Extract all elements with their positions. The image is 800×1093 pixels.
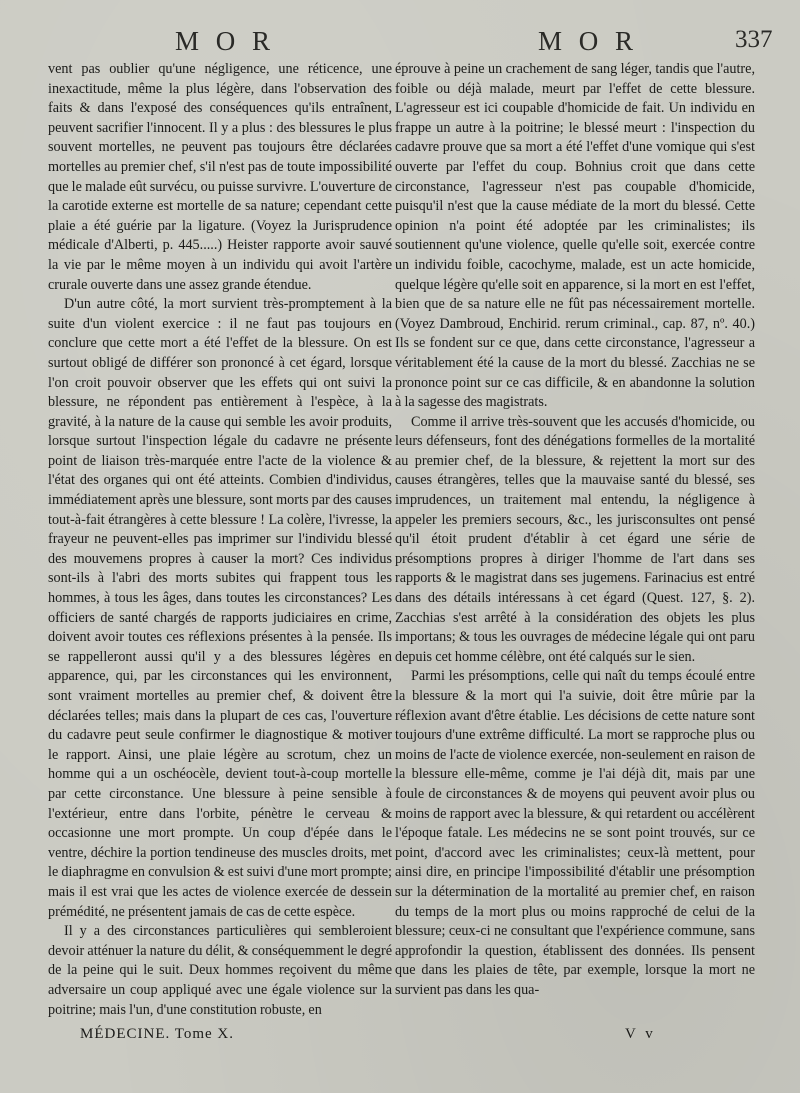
right-paragraph-1: éprouve à peine un crachement de sang léger, tandis que l'autre, foible ou déjà malade, meurt par l'effet de cette blessure. L'agresseur est ici coupable d'homicide de fait. Un individu en frappe un autre à la poitrine; le blessé meurt : l'inspection du cadavre prouve que sa mort a été l'effet d'une vomique qui s'est ouverte par l'effet du coup. Bohnius croit que dans cette circonstance, l'agresseur n'est pas coupable d'homicide, puisqu'il n'est que la cause médiate de la mort du blessé. Cette opinion n'a point été adoptée par les criminalistes; ils soutiennent qu'une violence, quelle qu'elle soit, exercée contre un individu foible, cacochyme, malade, est un acte homicide, quelque légère qu'elle soit en apparence, si la mort en est l'effet, bien que de sa nature elle ne fût pas nécessairement mortelle. (Voyez Dambroud, Enchirid. rerum criminal., cap. 87, nº. 40.) Ils se fondent sur ce que, dans cette circonstance, l'agresseur a véritablement été la cause de la mort du blessé. Zacchias ne se prononce point sur ce cas difficile, & en abandonne la solution à la sagesse des magistrats. [395, 61, 755, 411]
page-footer [0, 1026, 800, 1050]
right-paragraph-2: Comme il arrive très-souvent que les accusés d'homicide, ou leurs défenseurs, font des dénégations formelles de la mortalité au premier chef, de la blessure, & rejettent la mort sur des causes étrangères, telles que la mauvaise santé du blessé, ses imprudences, un traitement mal entendu, la négligence à appeler les premiers secours, &c., les jurisconsultes ont pensé qu'il étoit prudent d'établir à cet égard une série de présomptions propres à diriger l'homme de l'art dans ses rapports & le magistrat dans ses jugemens. Farinacius est entré dans des détails intéressans à cet égard (Quest. 127, §. 2). Zacchias s'est arrêté à la considération des objets les plus importans; & tous les ouvrages de médecine légale qui ont paru depuis cet homme célèbre, ont été calqués sur le sien. [395, 413, 755, 665]
left-paragraph-3: Il y a des circonstances particulières qui sembleroient devoir atténuer la nature du délit, & conséquemment le degré de la peine qui le suit. Deux hommes reçoivent du même adversaire un coup appliqué avec une égale violence sur la poitrine; mais l'un, d'une constitution robuste, en [48, 923, 392, 1018]
left-paragraph-1: vent pas oublier qu'une négligence, une réticence, une inexactitude, même la plus légère, dans l'observation des faits & dans l'exposé des conséquences qu'ils entraînent, peuvent sacrifier l'innocent. Il y a plus : des blessures le plus souvent mortelles, ne peuvent pas toujours être déclarées mortelles au premier chef, s'il n'est pas de toute impossibilité que le malade eût survécu, ou puisse survivre. L'ouverture de la carotide externe est mortelle de sa nature; cependant cette plaie a été guérie par la ligature. (Voyez la Jurisprudence médicale d'Alberti, p. 445.....) Heister rapporte avoir sauvé la vie par le même moyen à un individu qui avoit l'artère crurale ouverte dans une assez grande étendue. [48, 61, 392, 293]
running-head [0, 18, 800, 58]
running-head-left: M O R [175, 26, 276, 56]
right-column [395, 60, 755, 1001]
left-paragraph-2: D'un autre côté, la mort survient très-promptement à la suite d'un violent exercice : il ne faut pas toujours en conclure que cette mort a été l'effet de la blessure. On est surtout obligé de différer son prononcé à cet égard, lorsque l'on croit pouvoir observer que les effets qui ont suivi la blessure, ne répondent pas entièrement à l'espèce, à la gravité, à la nature de la cause qui semble les avoir produits, lorsque surtout l'inspection légale du cadavre ne présente point de liaison très-marquée entre l'acte de la violence & l'état des organes qui ont été atteints. Combien d'individus, immédiatement après une blessure, sont morts par des causes tout-à-fait étrangères à cette blessure ! La colère, l'ivresse, la frayeur ne peuvent-elles pas imprimer sur l'individu blessé des mouvemens propres à causer la mort? Ces individus sont-ils à l'abri des morts subites qui frappent tous les hommes, à tous les âges, dans toutes les circonstances? Les officiers de santé chargés de rapports judiciaires en crime, doivent avoir toutes ces réflexions présentes à la pensée. Ils se rappelleront aussi qu'il y a des blessures légères en apparence, qui, par les circonstances qui les environnent, sont vraiment mortelles au premier chef, & doivent être déclarées telles; mais dans la plupart de ces cas, l'ouverture du cadavre peut seule confirmer le diagnostique & motiver le rapport. Ainsi, une plaie légère au scrotum, chez un homme qui a un oschéocèle, devient tout-à-coup mortelle par cette circonstance. Une blessure à peine sensible à l'extérieur, entre dans l'orbite, pénètre le cerveau & occasionne une mort prompte. Un coup d'épée dans le ventre, déchire la portion tendineuse des muscles droits, met le diaphragme en convulsion & est suivi d'une mort prompte; mais il est vrai que les actes de violence exercée de dessein prémédité, ne présentent jamais de cas de cette espèce. [48, 296, 392, 920]
right-paragraph-3: Parmi les présomptions, celle qui naît du temps écoulé entre la blessure & la mort qui l'a suivie, doit être mûrie par la réflexion avant d'être établie. Les décisions de cette nature sont toujours d'une extrême difficulté. La mort se rapproche plus ou moins de l'acte de violence exercée, non-seulement en raison de la blessure elle-même, comme je l'ai déjà dit, mais par une foule de circonstances & de moyens qui peuvent avoir plus ou moins de rapport avec la blessure, & qui retardent ou accélèrent l'époque fatale. Les médecins ne se sont point trouvés, sur ce point, d'accord avec les criminalistes; ceux-là mettent, pour ainsi dire, en principe l'impossibilité d'établir une présomption sur la détermination de la mortalité au premier chef, en raison du temps de la mort plus ou moins rapproché de celui de la blessure; ceux-ci ne consultant que l'expérience commune, sans approfondir la question, établissent des données. Ils pensent que dans les plaies de tête, par exemple, lorsque la mort ne survient pas dans les qua- [395, 668, 755, 998]
page-number: 337 [735, 26, 773, 53]
left-column [48, 60, 392, 1020]
footer-signature-right: V v [625, 1026, 656, 1042]
running-head-right: M O R [538, 26, 639, 56]
footer-signature-left: MÉDECINE. Tome X. [80, 1026, 234, 1042]
